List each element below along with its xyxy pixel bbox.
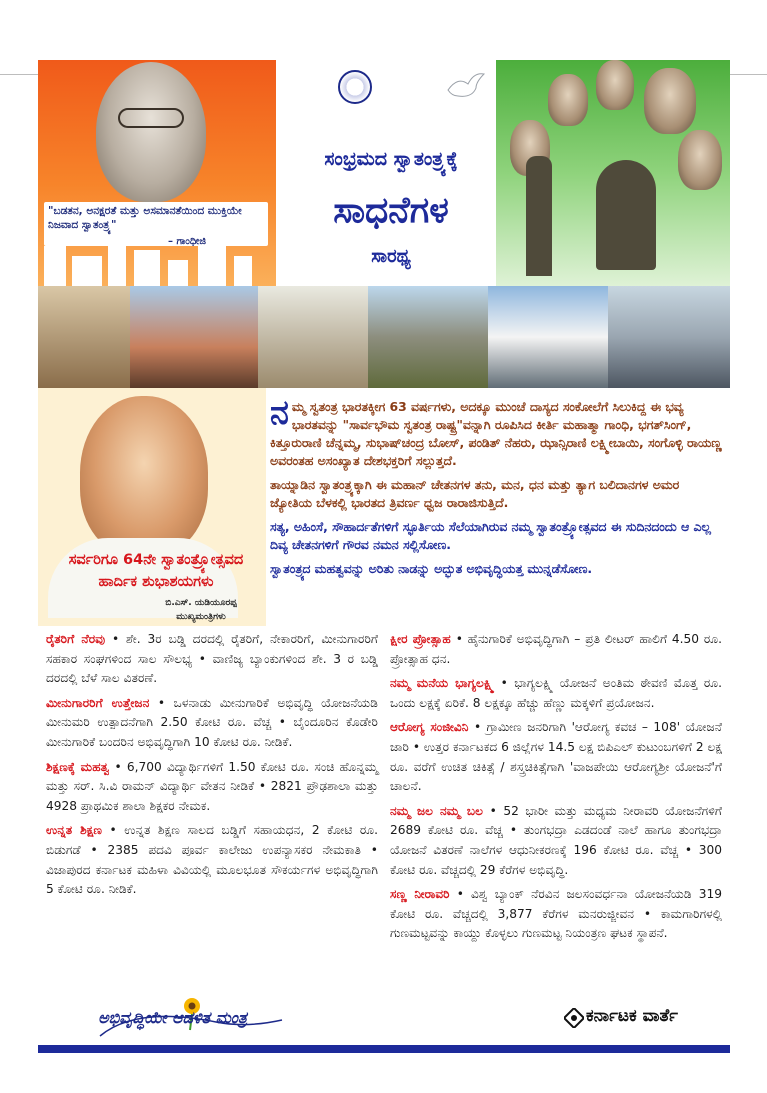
photo-handover (258, 286, 368, 388)
scheme-item: ಸಣ್ಣ ನೀರಾವರಿ • ವಿಶ್ವ ಬ್ಯಾಂಕ್ ನೆರವಿನ ಜಲಸಂವರ್ಧನಾ ಯೋಜನೆಯಡಿ 319 ಕೋಟಿ ರೂ. ವೆಚ್ಚದಲ್ಲಿ 3,877 ಕೆರೆಗಳ ಮನರುಜ್ಜೀವನ • ಕಾಮಗಾರಿಗಳಲ್ಲಿ ಗುಣಮಟ್ಟವನ್ನು ಕಾಯ್ದು ಕೊಳ್ಳಲು ಗುಣಮಟ್ಟ ನಿಯಂತ್ರಣ ಘಟಕ ಸ್ಥಾಪನೆ. (390, 887, 722, 941)
leader-portrait (644, 68, 696, 134)
signatory-name: ಬಿ.ಎಸ್. ಯಡಿಯೂರಪ್ಪ (165, 598, 237, 608)
gandhi-portrait (96, 62, 206, 202)
greeting-line-1: ಸರ್ವರಿಗೂ 64ನೇ ಸ್ವಾತಂತ್ರ್ಯೋತ್ಸವದ (68, 552, 244, 568)
chief-minister-panel (38, 388, 266, 626)
chief-minister-portrait (80, 396, 208, 556)
scheme-item: ನಮ್ಮ ಮನೆಯ ಭಾಗ್ಯಲಕ್ಷ್ಮಿ • ಭಾಗ್ಯಲಕ್ಷ್ಮಿ ಯೋಜನೆ ಅಂತಿಮ ಠೇವಣಿ ಮೊತ್ತ ರೂ. ಒಂದು ಲಕ್ಷಕ್ಕೆ ಏರಿಕೆ. 8 ಲಕ್ಷಕ್ಕೂ ಹೆಚ್ಚು ಹೆಣ್ಣು ಮಕ್ಕಳಿಗೆ ಪ್ರಯೋಜನ. (390, 676, 722, 710)
advertisement-page (38, 60, 730, 1053)
intro-paragraph: ಸತ್ಯ, ಅಹಿಂಸೆ, ಸೌಹಾರ್ದತೆಗಳಿಗೆ ಸ್ಫೂರ್ತಿಯ ಸೆಲೆಯಾಗಿರುವ ನಮ್ಮ ಸ್ವಾತಂತ್ರ್ಯೋತ್ಸವದ ಈ ಸುದಿನದಂದು ಆ ಎಲ್ಲ ದಿವ್ಯ ಚೇತನಗಳಿಗೆ ಗೌರವ ನಮನ ಸಲ್ಲಿಸೋಣ. (270, 519, 711, 552)
footer (38, 990, 730, 1053)
bottom-bar (38, 1045, 730, 1053)
photo-ambulance (488, 286, 608, 388)
karnataka-emblem-icon (338, 70, 372, 104)
photo-village (38, 286, 130, 388)
scheme-item: ಮೀನುಗಾರರಿಗೆ ಉತ್ತೇಜನ • ಒಳನಾಡು ಮೀನುಗಾರಿಕೆ ಅಭಿವೃದ್ಧಿ ಯೋಜನೆಯಡಿ ಮೀನುಮರಿ ಉತ್ಪಾದನೆಗಾಗಿ 2.50 ಕೋಟಿ ರೂ. ವೆಚ್ಚ • ಬೈಂದೂರಿನ ಕೊಡೇರಿ ಮೀನುಗಾರಿಕೆ ಬಂದರಿನ ಅಭಿವೃದ್ಧಿಗಾಗಿ 10 ಕೋಟಿ ರೂ. ನೀಡಿಕೆ. (46, 695, 378, 749)
intro-paragraph: ತಾಯ್ನಾಡಿನ ಸ್ವಾತಂತ್ರ್ಯಕ್ಕಾಗಿ ಈ ಮಹಾನ್ ಚೇತನಗಳ ತನು, ಮನ, ಧನ ಮತ್ತು ತ್ಯಾಗ ಬಲಿದಾನಗಳ ಅಮರ ಜ್ಯೋತಿಯ ಬೆಳಕಲ್ಲಿ ಭಾರತದ ತ್ರಿವರ್ಣ ಧ್ವಜ ರಾರಾಜಿಸುತ್ತಿದೆ. (270, 477, 680, 510)
leader-portrait (596, 60, 634, 110)
karnataka-varthe-logo-icon (564, 1008, 584, 1028)
header-leaders-panel (496, 60, 730, 286)
photo-buildings (368, 286, 488, 388)
title-line-2: ಸಾಧನೆಗಳ (333, 190, 449, 231)
photo-ceremony (130, 286, 258, 388)
intro-paragraph: ನಮ್ಮ ಸ್ವತಂತ್ರ ಭಾರತಕ್ಕೀಗ 63 ವರ್ಷಗಳು, ಅದಕ್ಕೂ ಮುಂಚೆ ದಾಸ್ಯದ ಸಂಕೋಲೆಗೆ ಸಿಲುಕಿದ್ದ ಈ ಭವ್ಯ ಭಾರತವನ್ನು "ಸಾರ್ವಭೌಮ ಸ್ವತಂತ್ರ ರಾಷ್ಟ್ರ"ವನ್ನಾಗಿ ರೂಪಿಸಿದ ಕೀರ್ತಿ ಮಹಾತ್ಮಾ ಗಾಂಧಿ, ಭಗತ್‌ಸಿಂಗ್, ಕಿತ್ತೂರುರಾಣಿ ಚೆನ್ನಮ್ಮ, ಸುಭಾಷ್‌ಚಂದ್ರ ಬೋಸ್, ಪಂಡಿತ್ ನೆಹರು, ಝಾನ್ಸಿರಾಣಿ ಲಕ್ಷ್ಮೀಬಾಯಿ, ಸಂಗೊಳ್ಳಿ ರಾಯಣ್ಣ ಅವರಂತಹ ಅಸಂಖ್ಯಾತ ದೇಶಭಕ್ತರಿಗೆ ಸಲ್ಲುತ್ತದೆ. (270, 393, 722, 468)
greeting-line-2: ಹಾರ್ದಿಕ ಶುಭಾಶಯಗಳು (98, 574, 214, 590)
scheme-item: ರೈತರಿಗೆ ನೆರವು • ಶೇ. 3ರ ಬಡ್ಡಿ ದರದಲ್ಲಿ ರೈತರಿಗೆ, ನೇಕಾರರಿಗೆ, ಮೀನುಗಾರರಿಗೆ ಸಹಕಾರ ಸಂಘಗಳಿಂದ ಸಾಲ ಸೌಲಭ್ಯ • ವಾಣಿಜ್ಯ ಬ್ಯಾಂಕುಗಳಿಂದ ಶೇ. 3 ರ ಬಡ್ಡಿ ದರದಲ್ಲಿ ಬೆಳೆ ಸಾಲ ವಿತರಣೆ. (46, 632, 378, 686)
intro-paragraph: ಸ್ವಾತಂತ್ರ್ಯದ ಮಹತ್ವವನ್ನು ಅರಿತು ನಾಡನ್ನು ಅದ್ಭುತ ಅಭಿವೃದ್ಧಿಯತ್ತ ಮುನ್ನಡೆಸೋಣ. (270, 561, 593, 576)
scheme-item: ಶಿಕ್ಷಣಕ್ಕೆ ಮಹತ್ವ • 6,700 ವಿದ್ಯಾರ್ಥಿಗಳಿಗೆ 1.50 ಕೋಟಿ ರೂ. ಸಂಚಿ ಹೊನ್ನಮ್ಮ ಮತ್ತು ಸರ್. ಸಿ.ವಿ ರಾಮನ್ ವಿದ್ಯಾರ್ಥಿ ವೇತನ ನೀಡಿಕೆ • 2821 ಪ್ರೌಢಶಾಲಾ ಮತ್ತು 4928 ಪ್ರಾಥಮಿಕ ಶಾಲಾ ಶಿಕ್ಷಕರ ನೇಮಕ. (46, 759, 378, 813)
scheme-item: ಕ್ಷೀರ ಪ್ರೋತ್ಸಾಹ • ಹೈನುಗಾರಿಕೆ ಅಭಿವೃದ್ಧಿಗಾಗಿ – ಪ್ರತಿ ಲೀಟರ್ ಹಾಲಿಗೆ 4.50 ರೂ. ಪ್ರೋತ್ಸಾಹ ಧನ. (390, 632, 722, 666)
scheme-item: ನಮ್ಮ ಜಲ ನಮ್ಮ ಬಲ • 52 ಭಾರೀ ಮತ್ತು ಮಧ್ಯಮ ನೀರಾವರಿ ಯೋಜನೆಗಳಿಗೆ 2689 ಕೋಟಿ ರೂ. ವೆಚ್ಚ • ತುಂಗಭದ್ರಾ ಎಡದಂಡೆ ನಾಲೆ ಹಾಗೂ ತುಂಗಭದ್ರಾ ಯೋಜನೆ ವಿತರಣೆ ನಾಲೆಗಳ ಆಧುನೀಕರಣಕ್ಕೆ 196 ಕೋಟಿ ರೂ. ವೆಚ್ಚ • 300 ಕೋಟಿ ರೂ. ವೆಚ್ಚದಲ್ಲಿ 29 ಕೆರೆಗಳ ಅಭಿವೃದ್ಧಿ. (390, 803, 722, 877)
scheme-item: ಉನ್ನತ ಶಿಕ್ಷಣ • ಉನ್ನತ ಶಿಕ್ಷಣ ಸಾಲದ ಬಡ್ಡಿಗೆ ಸಹಾಯಧನ, 2 ಕೋಟಿ ರೂ. ಬಿಡುಗಡೆ • 2385 ಪದವಿ ಪೂರ್ವ ಕಾಲೇಜು ಉಪನ್ಯಾಸಕರ ನೇಮಕಾತಿ • ವಿಜಾಪುರದ ಕರ್ನಾಟಕ ಮಹಿಳಾ ವಿವಿಯಲ್ಲಿ ಮೂಲಭೂತ ಸೌಕರ್ಯಗಳ ಅಭಿವೃದ್ಧಿಗಾಗಿ 5 ಕೋಟಿ ರೂ. ನೀಡಿಕೆ. (46, 823, 378, 897)
header-title-panel (276, 60, 496, 286)
photo-metro (608, 286, 730, 388)
gandhi-spectacles (118, 108, 184, 128)
header-gandhi-panel (38, 60, 276, 286)
statue-silhouette (596, 160, 656, 270)
title-line-1: ಸಂಭ್ರಮದ ಸ್ವಾತಂತ್ರ್ಯಕ್ಕೆ (324, 148, 458, 170)
top-rule-left (0, 74, 38, 75)
statue-silhouette (526, 156, 552, 276)
dove-icon (446, 70, 486, 104)
scheme-item: ಆರೋಗ್ಯ ಸಂಜೀವಿನಿ • ಗ್ರಾಮೀಣ ಜನರಿಗಾಗಿ 'ಆರೋಗ್ಯ ಕವಚ – 108' ಯೋಜನೆ ಜಾರಿ • ಉತ್ತರ ಕರ್ನಾಟಕದ 6 ಜಿಲ್ಲೆಗಳ 14.5 ಲಕ್ಷ ಬಿಪಿಎಲ್ ಕುಟುಂಬಗಳಿಗೆ 2 ಲಕ್ಷ ರೂ. ವರೆಗೆ ಉಚಿತ ಚಿಕಿತ್ಸೆ / ಶಸ್ತ್ರಚಿಕಿತ್ಸೆಗಾಗಿ 'ವಾಜಪೇಯಿ ಆರೋಗ್ಯಶ್ರೀ ಯೋಜನೆ'ಗೆ ಚಾಲನೆ. (390, 720, 722, 794)
signatory-designation: ಮುಖ್ಯಮಂತ್ರಿಗಳು (176, 612, 226, 622)
photo-strip (38, 286, 730, 388)
footer-brand: ಕರ್ನಾಟಕ ವಾರ್ತೆ (586, 1006, 678, 1026)
leader-portrait (548, 74, 588, 126)
intro-text (270, 393, 722, 584)
footer-slogan: ಅಭಿವೃದ್ಧಿಯೇ ಆಡಳಿತ ಮಂತ್ರ (98, 1008, 248, 1027)
schemes-right-column (390, 630, 722, 949)
drop-cap: ನ (270, 393, 289, 433)
quote-author: – ಗಾಂಧೀಜಿ (168, 236, 206, 247)
leader-portrait (678, 130, 722, 190)
top-rule-right (730, 74, 767, 75)
schemes-left-column (46, 630, 378, 905)
gandhi-quote: "ಬಡತನ, ಅನಕ್ಷರತೆ ಮತ್ತು ಅಸಮಾನತೆಯಿಂದ ಮುಕ್ತಿಯೇ ನಿಜವಾದ ಸ್ವಾತಂತ್ರ್ಯ" (48, 205, 242, 231)
title-line-3: ಸಾರಥ್ಯ (371, 246, 411, 267)
